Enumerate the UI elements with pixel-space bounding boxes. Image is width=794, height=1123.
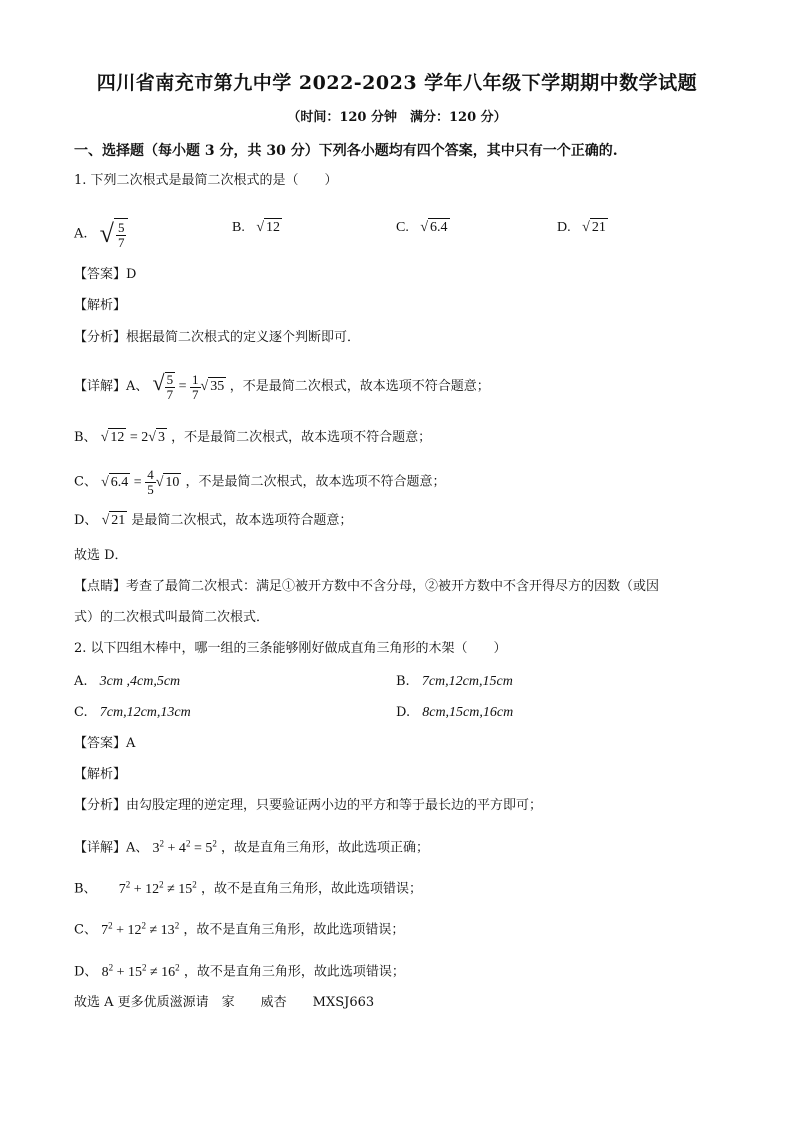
q1-answer: 【答案】D <box>74 267 137 282</box>
option-letter: B. <box>232 220 245 235</box>
q2-answer: 【答案】A <box>74 736 136 751</box>
q2-detail-d: D、 $8^2 + 15^2 \ne 16^2$ ，故不是直角三角形，故此选项错误； <box>74 962 405 980</box>
q1-choose: 故选 D． <box>74 548 128 563</box>
q2-analysis-tag: 【解析】 <box>74 767 127 782</box>
q2-option-c: C. 7cm,12cm,13cm <box>74 705 191 720</box>
q1-comment-line-2: 式）的二次根式叫最简二次根式． <box>74 610 270 625</box>
q1-option-a: A. √ $\frac{5}{7}$ <box>74 218 128 250</box>
q1-detail-c: C、 √ 6.4 = $\frac{4}{5}$ √ 10 ，不是最简二次根式，故本选项不符合题意； <box>74 467 446 497</box>
q2-option-b: B. 7cm,12cm,15cm <box>396 674 513 689</box>
q1-comment-line-1: 【点睛】考查了最简二次根式：满足①被开方数中不含分母，②被开方数中不含开得尽方的因数（或因 <box>74 579 660 594</box>
q2-choose: 故选 A 更多优质滋源请 家 威杏 MXSJ663 <box>74 995 375 1010</box>
option-letter: A. <box>74 226 88 242</box>
q1-detail-b: B、 √ 12 = 2√ 3 ，不是最简二次根式，故本选项不符合题意； <box>74 430 432 445</box>
question-1-stem: 1. 下列二次根式是最简二次根式的是（ ） <box>74 173 338 188</box>
option-letter: C. <box>396 220 409 235</box>
q1-analysis-tag: 【解析】 <box>74 298 127 313</box>
question-2-stem: 2. 以下四组木棒中，哪一组的三条能够刚好做成直角三角形的木架（ ） <box>74 641 507 656</box>
q2-option-d: D. 8cm,15cm,16cm <box>396 705 514 720</box>
q2-detail-c: C、 $7^2 + 12^2 \ne 13^2$ ，故不是直角三角形，故此选项错误； <box>74 920 405 938</box>
q1-detail-a: 【详解】A、 √ $\frac{5}{7}$ = $\frac{1}{7}$ √ 35 ，不是最简二次根式，故本选项不符合题意； <box>74 370 490 402</box>
page-title: 四川省南充市第九中学 2022-2023 学年八年级下学期期中数学试题 <box>96 72 698 94</box>
q2-detail-a: 【详解】A、 $3^2 + 4^2 = 5^2$ ，故是直角三角形，故此选项正确； <box>74 838 429 856</box>
q2-option-a: A. 3cm ,4cm,5cm <box>74 674 181 689</box>
q1-analysis: 【分析】根据最简二次根式的定义逐个判断即可． <box>74 330 361 345</box>
q1-detail-d: D、 √ 21 是最简二次根式，故本选项符合题意； <box>74 513 353 528</box>
q1-option-d: D. √ 21 <box>557 220 606 235</box>
q1-option-c: C. √ 6.4 <box>396 220 448 235</box>
q2-analysis: 【分析】由勾股定理的逆定理，只要验证两小边的平方和等于最长边的平方即可； <box>74 798 543 813</box>
q1-option-b: B. √ 12 <box>232 220 281 235</box>
section-heading: 一、选择题（每小题 3 分，共 30 分）下列各小题均有四个答案，其中只有一个正确的. <box>74 143 618 159</box>
exam-info: （时间：120 分钟 满分：120 分） <box>287 110 507 125</box>
option-letter: D. <box>557 220 571 235</box>
q2-detail-b: B、 $7^2 + 12^2 \ne 15^2$ ，故不是直角三角形，故此选项错误； <box>74 879 422 897</box>
